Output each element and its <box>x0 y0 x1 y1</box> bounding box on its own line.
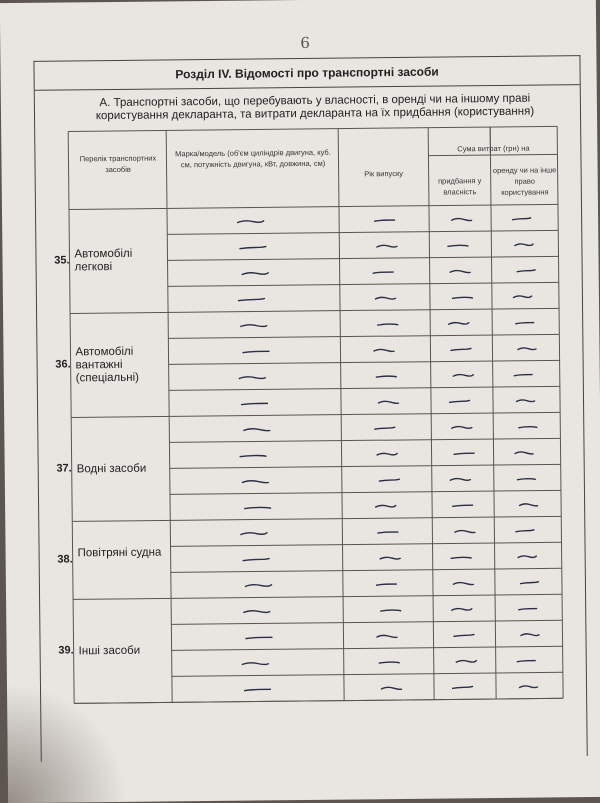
category-label: Інші засоби <box>79 644 169 658</box>
section-title: Розділ IV. Відомості про транспортні засоби <box>34 56 579 91</box>
handwritten-dash <box>374 501 400 511</box>
handwritten-dash <box>453 526 479 536</box>
handwritten-dash <box>243 684 275 694</box>
handwritten-dash <box>244 632 276 642</box>
category-number: 37. <box>39 462 72 474</box>
handwritten-dash <box>517 604 541 614</box>
handwritten-dash <box>513 240 537 250</box>
handwritten-dash <box>514 318 538 328</box>
handwritten-dash <box>452 370 478 380</box>
handwritten-dash <box>374 293 400 303</box>
handwritten-dash <box>377 397 403 407</box>
handwritten-dash <box>517 422 541 432</box>
header-sum: Сума витрат (грн) на <box>428 142 558 154</box>
handwritten-dash <box>449 266 475 276</box>
header-rent: оренду чи на інше право користування <box>491 164 559 198</box>
handwritten-dash <box>375 631 401 641</box>
handwritten-dash <box>239 528 271 538</box>
handwritten-dash <box>450 214 476 224</box>
handwritten-dash <box>238 242 270 252</box>
category-label: Автомобілі легкові <box>74 247 164 274</box>
handwritten-dash <box>241 476 273 486</box>
handwritten-dash <box>375 371 401 381</box>
category-label: Повітряні судна <box>78 546 168 560</box>
handwritten-dash <box>518 682 542 692</box>
handwritten-dash <box>516 474 540 484</box>
handwritten-dash <box>517 552 541 562</box>
handwritten-dash <box>451 682 477 692</box>
handwritten-dash <box>375 579 401 589</box>
handwritten-dash <box>241 658 273 668</box>
handwritten-dash <box>376 527 402 537</box>
handwritten-dash <box>372 267 398 277</box>
handwritten-dash <box>450 552 476 562</box>
handwritten-dash <box>512 292 536 302</box>
category-number: 39. <box>41 644 74 656</box>
handwritten-dash <box>372 345 398 355</box>
handwritten-dash <box>242 554 274 564</box>
handwritten-dash <box>379 605 405 615</box>
header-list: Перелік транспортних засобів <box>70 152 165 175</box>
category-number: 35. <box>36 254 69 266</box>
handwritten-dash <box>513 370 537 380</box>
handwritten-dash <box>514 526 538 536</box>
handwritten-dash <box>238 372 270 382</box>
handwritten-dash <box>243 502 275 512</box>
handwritten-dash <box>452 578 478 588</box>
handwritten-dash <box>239 320 271 330</box>
handwritten-dash <box>241 268 273 278</box>
handwritten-dash <box>455 656 481 666</box>
handwritten-dash <box>450 604 476 614</box>
handwritten-dash <box>242 606 274 616</box>
handwritten-dash <box>516 266 540 276</box>
header-year: Рік випуску <box>339 168 429 180</box>
handwritten-dash <box>450 422 476 432</box>
handwritten-dash <box>514 448 538 458</box>
handwritten-dash <box>515 396 539 406</box>
category-number: 36. <box>38 358 71 370</box>
handwritten-dash <box>379 553 405 563</box>
handwritten-dash <box>239 450 271 460</box>
header-brand: Марка/модель (об'єм циліндрів двигуна, куб. см, потужність двигуна, кВт, довжина, см) <box>170 147 335 171</box>
handwritten-dash <box>373 423 399 433</box>
handwritten-dash <box>446 240 472 250</box>
handwritten-dash <box>452 630 478 640</box>
category-number: 38. <box>40 553 73 565</box>
header-purchase: придбання у власність <box>431 175 489 198</box>
handwritten-dash <box>519 630 543 640</box>
category-label: Водні засоби <box>77 462 167 476</box>
handwritten-dash <box>519 578 543 588</box>
handwritten-dash <box>242 424 274 434</box>
section-subtitle: А. Транспортні засоби, що перебувають у власності, в оренді чи на іншому праві користування декларанта, та витрати декларанта на їх придбання (користування) <box>75 92 555 123</box>
handwritten-dash <box>236 216 268 226</box>
handwritten-dash <box>451 500 477 510</box>
handwritten-dash <box>516 344 540 354</box>
handwritten-dash <box>453 448 479 458</box>
handwritten-dash <box>380 683 406 693</box>
handwritten-dash <box>375 241 401 251</box>
handwritten-dash <box>448 396 474 406</box>
handwritten-dash <box>378 657 404 667</box>
handwritten-dash <box>378 475 404 485</box>
declaration-form <box>33 55 587 762</box>
handwritten-dash <box>511 214 535 224</box>
handwritten-dash <box>241 346 273 356</box>
handwritten-dash <box>518 500 542 510</box>
handwritten-dash <box>447 318 473 328</box>
shadow <box>7 682 128 803</box>
handwritten-dash <box>376 319 402 329</box>
handwritten-dash <box>451 292 477 302</box>
handwritten-dash <box>240 398 272 408</box>
handwritten-dash <box>516 656 540 666</box>
handwritten-dash <box>449 344 475 354</box>
handwritten-dash <box>373 215 399 225</box>
page-number: 6 <box>300 34 310 52</box>
handwritten-dash <box>244 580 276 590</box>
handwritten-dash <box>376 449 402 459</box>
handwritten-dash <box>237 294 269 304</box>
handwritten-dash <box>449 474 475 484</box>
category-label: Автомобілі вантажні (спеціальні) <box>75 345 165 385</box>
